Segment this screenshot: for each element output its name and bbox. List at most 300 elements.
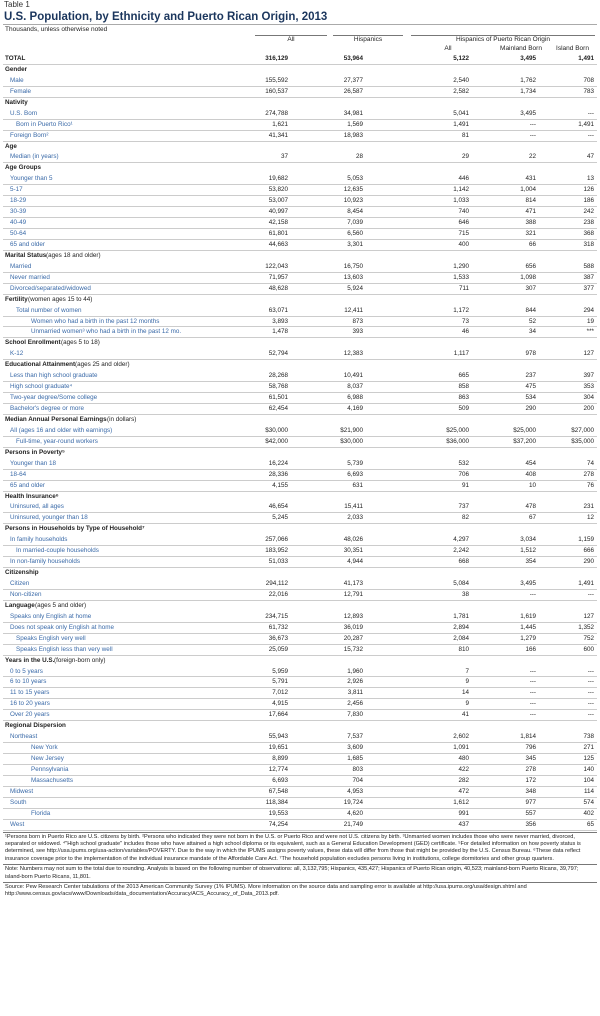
value-hispanics: 3,811: [347, 689, 363, 697]
column-subheader: [3, 44, 597, 54]
row-label: Language: [5, 601, 35, 609]
value-mainland: $37,200: [513, 437, 536, 445]
row-label: Unmarried women³ who had a birth in the past 12 mo.: [31, 328, 182, 336]
value-island: 278: [583, 470, 594, 478]
value-all: $42,000: [265, 437, 288, 445]
table-row: [3, 787, 597, 798]
row-label-note: (women ages 15 to 44): [28, 295, 93, 303]
value-all: 55,943: [268, 733, 288, 741]
value-mainland: 656: [525, 262, 536, 270]
value-island: 752: [583, 634, 594, 642]
section-header: [3, 163, 597, 174]
table-row: [3, 459, 597, 470]
row-label: 40-49: [10, 219, 27, 227]
value-all: 36,673: [268, 634, 288, 642]
value-pr-all: 422: [458, 765, 469, 773]
row-label-note: (ages 5 and older): [35, 601, 87, 609]
value-hispanics: 393: [352, 328, 363, 336]
value-all: 61,801: [268, 230, 288, 237]
row-label: Speaks English very well: [16, 634, 86, 642]
table-row: [3, 87, 597, 98]
column-group-header: [3, 34, 597, 44]
value-mainland: ---: [529, 700, 536, 708]
value-pr-all: 2,540: [453, 76, 469, 84]
value-hispanics: 7,039: [347, 219, 363, 227]
value-island: 738: [583, 733, 594, 741]
row-label: Does not speak only English at home: [10, 623, 114, 631]
row-label: West: [10, 820, 25, 828]
value-hispanics: 36,019: [343, 623, 363, 631]
value-all: 160,537: [265, 87, 288, 95]
value-mainland: 1,619: [520, 612, 536, 620]
row-label: Speaks only English at home: [10, 612, 92, 620]
value-mainland: ---: [529, 678, 536, 686]
value-mainland: 978: [525, 350, 536, 358]
value-island: $35,000: [571, 437, 594, 445]
value-hispanics: 3,301: [347, 240, 363, 248]
value-pr-all: 711: [458, 284, 469, 292]
value-hispanics: 28: [355, 153, 363, 161]
section-header: [3, 142, 597, 153]
value-pr-all: 1,142: [453, 186, 469, 194]
value-hispanics: 5,924: [347, 284, 363, 292]
value-all: 1,621: [272, 120, 288, 128]
row-divider: [3, 830, 597, 831]
value-mainland: 534: [525, 394, 536, 402]
value-mainland: 67: [528, 514, 536, 522]
value-island: 12: [586, 514, 594, 522]
value-all: 4,915: [272, 700, 288, 708]
row-label: 65 and older: [10, 240, 46, 248]
value-all: 61,501: [268, 394, 288, 402]
value-pr-all: 4,297: [453, 536, 469, 544]
value-all: 61,732: [268, 623, 288, 631]
value-island: 104: [583, 776, 594, 784]
value-island: ---: [587, 678, 594, 686]
value-hispanics: 12,383: [343, 350, 363, 358]
table-label: Table 1: [4, 0, 30, 9]
table-row: [3, 765, 597, 776]
value-mainland: 471: [525, 208, 536, 216]
value-pr-all: 73: [461, 317, 469, 325]
table-row: [3, 109, 597, 120]
row-label: 18-29: [10, 197, 27, 205]
source-note: Source: Pew Research Center tabulations of the 2013 American Community Survey (1% IPUMS). More information on the source data and sampling error is available at http://usa.ipums.org/usa/design.shtml and http://www.census.gov/acs/www/Downloads/data_documentation/Accuracy/ACS_Accuracy_of_Data_2013.pdf.: [3, 882, 597, 899]
table-row: [3, 513, 597, 524]
value-all: 5,791: [272, 678, 288, 686]
section-header: [3, 415, 597, 426]
table-row: [3, 634, 597, 645]
value-hispanics: 5,739: [347, 459, 363, 467]
footnotes: ¹Persons born in Puerto Rico are U.S. citizens by birth. ²Persons who indicated they were not born in the U.S. or Puerto Rico and were not U.S. citizens by birth. ³Unmarried women includes those who were never married, divorced, separated or widowed. ⁴"High school graduate" includes those who have attained a high school diploma or its equivalent, such as a General Education Development (GED) certificate. ⁵For detailed information on how poverty status is determined, see http://usa.ipums.org/usa-action/variables/POVERTY. Due to the way in which the IPUMS assigns poverty values, these data will differ from those that might be provided by the U.S. Census Bureau. ⁶These data reflect insurance coverage prior to the implementation of the individual insurance mandate of the Affordable Care Act. ⁷The household population excludes persons living in institutions, college dormitories and other group quarters.: [3, 832, 597, 864]
value-pr-all: 9: [465, 700, 469, 708]
value-all: 63,071: [268, 306, 288, 314]
value-hispanics: 48,026: [343, 536, 363, 544]
value-all: 44,663: [268, 240, 288, 248]
table-row: [3, 404, 597, 415]
row-label: All (ages 16 and older with earnings): [10, 426, 113, 434]
section-header: [3, 98, 597, 109]
value-mainland: 388: [525, 219, 536, 227]
table-row: [3, 820, 597, 831]
value-pr-all: 1,533: [453, 273, 469, 281]
row-label: Massachusetts: [31, 776, 73, 784]
value-mainland: 307: [525, 284, 536, 292]
table-row: [3, 699, 597, 710]
table-row: [3, 174, 597, 185]
column-header-mainland: Mainland Born: [500, 45, 542, 52]
value-pr-all: 1,781: [453, 612, 469, 620]
value-hispanics: 7,830: [347, 711, 363, 719]
row-label: South: [10, 798, 27, 806]
value-pr-all: 480: [458, 755, 469, 762]
table-row: [3, 218, 597, 229]
value-mainland: 844: [525, 306, 536, 314]
value-pr-all: 14: [461, 689, 469, 697]
value-mainland: 475: [525, 383, 536, 391]
row-label: Median (in years): [10, 153, 59, 161]
row-label-note: (ages 25 and older): [75, 361, 130, 369]
value-pr-all: 1,612: [453, 798, 469, 806]
value-pr-all: 446: [458, 175, 469, 183]
value-mainland: ---: [529, 131, 536, 139]
row-label: Age: [5, 142, 17, 150]
value-island: 353: [583, 383, 594, 391]
value-mainland: 814: [525, 197, 536, 205]
value-all: 37: [280, 153, 288, 161]
value-island: 304: [583, 394, 594, 402]
row-label: Pennsylvania: [31, 765, 69, 773]
table-row: [3, 196, 597, 207]
row-label: Never married: [10, 273, 50, 281]
row-label: 65 and older: [10, 481, 46, 489]
value-pr-all: 810: [458, 645, 469, 653]
section-header: [3, 251, 597, 262]
row-label: Two-year degree/Some college: [10, 394, 98, 402]
row-label: Women who had a birth in the past 12 months: [31, 317, 160, 325]
value-all: 40,997: [268, 208, 288, 216]
value-pr-all: 5,122: [453, 55, 469, 62]
value-mainland: 354: [525, 558, 536, 566]
value-island: 1,491: [578, 120, 594, 128]
table-row: [3, 317, 597, 328]
value-pr-all: 2,084: [453, 634, 469, 642]
table-row: [3, 754, 597, 765]
row-label: 18-64: [10, 470, 27, 478]
value-island: 600: [583, 645, 594, 653]
value-mainland: 52: [528, 317, 536, 325]
value-island: 318: [583, 240, 594, 248]
value-island: 666: [583, 547, 594, 555]
observations-note: Note: Numbers may not sum to the total due to rounding. Analysis is based on the following number of observations: all, 3,132,795; Hispanics, 435,427; Hispanics of Puerto Rican origin, 40,523; mainland-born Puerto Ricans, 39,797; island-born Puerto Ricans, 11,801.: [3, 864, 597, 881]
row-label: Educational Attainment: [5, 361, 76, 369]
value-mainland: 1,734: [520, 87, 536, 95]
value-island: 377: [583, 284, 594, 292]
value-all: 12,774: [268, 765, 288, 773]
value-hispanics: 12,635: [343, 186, 363, 194]
value-island: 271: [583, 744, 594, 752]
row-label: Over 20 years: [10, 711, 50, 719]
row-label: Non-citizen: [10, 590, 42, 598]
table-row: [3, 623, 597, 634]
table-row: [3, 612, 597, 623]
value-mainland: 237: [525, 372, 536, 380]
value-hispanics: 21,749: [343, 820, 363, 828]
value-pr-all: 29: [461, 153, 469, 161]
row-label: Health Insurance⁶: [5, 492, 59, 500]
value-pr-all: 858: [458, 383, 469, 391]
value-mainland: 1,004: [520, 186, 536, 194]
row-label: Florida: [31, 809, 51, 817]
value-all: 28,336: [268, 470, 288, 478]
value-hispanics: 4,620: [347, 809, 363, 817]
table-row: [3, 152, 597, 163]
value-pr-all: 1,033: [453, 197, 469, 205]
value-island: 708: [583, 76, 594, 84]
value-island: 574: [583, 798, 594, 806]
row-label: Male: [10, 76, 24, 84]
value-island: ---: [587, 667, 594, 675]
value-all: 294,112: [265, 580, 288, 587]
value-island: 125: [583, 755, 594, 762]
value-mainland: 166: [525, 645, 536, 653]
table-row: [3, 645, 597, 656]
row-label: Median Annual Personal Earnings: [5, 415, 107, 423]
value-pr-all: 5,041: [453, 109, 469, 117]
value-mainland: ---: [529, 689, 536, 697]
value-island: 397: [583, 372, 594, 380]
value-pr-all: 1,091: [453, 744, 469, 752]
table-row: [3, 798, 597, 809]
row-label: 0 to 5 years: [10, 667, 43, 675]
row-label: High school graduate⁴: [10, 383, 73, 391]
value-island: 1,491: [578, 55, 594, 62]
row-label: Regional Dispersion: [5, 722, 66, 730]
row-label: Midwest: [10, 787, 34, 795]
table-row: [3, 426, 597, 437]
value-island: 74: [586, 459, 594, 467]
value-hispanics: 16,750: [343, 262, 363, 270]
value-island: 186: [583, 197, 594, 205]
table-row: [3, 557, 597, 568]
table-row: [3, 207, 597, 218]
value-all: 41,341: [268, 131, 288, 139]
value-mainland: 1,512: [520, 547, 536, 555]
value-hispanics: 3,609: [347, 744, 363, 752]
row-label: Citizenship: [5, 569, 39, 577]
value-all: 17,664: [268, 711, 288, 719]
value-all: 1,478: [272, 328, 288, 336]
table-row: [3, 349, 597, 360]
row-label: Female: [10, 87, 31, 95]
value-hispanics: $30,000: [340, 437, 363, 445]
value-island: 114: [583, 787, 594, 795]
value-pr-all: $25,000: [446, 426, 469, 434]
value-pr-all: 2,242: [453, 547, 469, 555]
value-hispanics: 34,981: [343, 109, 363, 117]
value-all: 19,651: [268, 744, 288, 752]
value-hispanics: 19,724: [343, 798, 363, 806]
value-island: 402: [583, 809, 594, 817]
row-label-note: (foreign-born only): [54, 656, 106, 664]
value-all: 257,066: [265, 536, 288, 544]
row-label: Nativity: [5, 98, 28, 106]
value-hispanics: 15,732: [343, 645, 363, 653]
value-mainland: $25,000: [513, 426, 536, 434]
table-row: [3, 710, 597, 721]
value-pr-all: 2,894: [453, 623, 469, 631]
section-header: [3, 568, 597, 579]
value-hispanics: 803: [352, 765, 363, 773]
value-island: 1,491: [578, 580, 594, 587]
value-hispanics: 8,454: [347, 208, 363, 216]
value-all: 19,553: [268, 809, 288, 817]
value-all: 42,158: [268, 219, 288, 227]
value-mainland: 796: [525, 744, 536, 752]
value-all: 25,059: [268, 645, 288, 653]
value-island: ---: [587, 700, 594, 708]
row-label: Speaks English less than very well: [16, 645, 113, 653]
value-hispanics: 13,603: [343, 273, 363, 281]
value-island: 231: [583, 503, 594, 511]
value-hispanics: 4,169: [347, 405, 363, 412]
section-header: [3, 492, 597, 503]
value-all: 6,693: [272, 776, 288, 784]
row-label: Younger than 18: [10, 459, 56, 467]
value-all: 7,012: [272, 689, 288, 697]
value-mainland: 977: [525, 798, 536, 806]
value-all: 234,715: [265, 612, 288, 620]
value-mainland: 356: [525, 820, 536, 828]
table-row: [3, 120, 597, 131]
value-hispanics: 12,411: [344, 306, 363, 314]
value-pr-all: 7: [465, 667, 469, 675]
value-island: 387: [583, 273, 594, 281]
row-label-note: (ages 18 and older): [46, 251, 101, 259]
table-row: [3, 327, 597, 338]
row-label: Total number of women: [16, 306, 82, 314]
column-header-pr-all: All: [444, 45, 452, 52]
value-island: 242: [583, 208, 594, 216]
section-header: [3, 448, 597, 459]
row-label: K-12: [10, 350, 24, 358]
value-all: 74,254: [268, 820, 288, 828]
value-island: 65: [586, 820, 594, 828]
value-mainland: 3,495: [520, 580, 536, 587]
value-hispanics: 4,953: [347, 787, 363, 795]
value-all: 58,768: [268, 383, 288, 391]
value-all: 51,033: [268, 558, 288, 566]
value-pr-all: 737: [458, 503, 469, 511]
value-island: 294: [583, 306, 594, 314]
section-header: [3, 524, 597, 535]
row-label: In married-couple households: [16, 547, 99, 555]
value-hispanics: 4,944: [347, 558, 363, 566]
table-row: [3, 481, 597, 492]
row-label: Age Groups: [5, 164, 42, 172]
value-hispanics: 6,560: [347, 230, 363, 237]
value-pr-all: 46: [461, 328, 469, 336]
value-pr-all: 282: [458, 776, 469, 784]
value-island: 127: [583, 350, 594, 358]
value-all: $30,000: [265, 426, 288, 434]
value-mainland: ---: [529, 711, 536, 719]
value-hispanics: 18,983: [343, 131, 363, 139]
value-all: 5,959: [272, 667, 288, 675]
value-mainland: 345: [525, 755, 536, 762]
row-label: 6 to 10 years: [10, 678, 47, 686]
value-all: 16,224: [268, 459, 288, 467]
page-title: U.S. Population, by Ethnicity and Puerto Rican Origin, 2013: [3, 10, 597, 25]
row-label: Younger than 5: [10, 175, 53, 183]
table-row: [3, 273, 597, 284]
row-label: Citizen: [10, 580, 30, 587]
table-row: [3, 382, 597, 393]
value-hispanics: 12,791: [343, 590, 363, 598]
value-pr-all: 91: [461, 481, 469, 489]
value-pr-all: 5,084: [453, 580, 469, 587]
value-hispanics: 10,923: [343, 197, 363, 205]
value-pr-all: 2,602: [453, 733, 469, 741]
value-island: 19: [586, 317, 594, 325]
value-mainland: ---: [529, 120, 536, 128]
row-label: In non-family households: [10, 558, 81, 566]
table-row: [3, 306, 597, 317]
table-row: [3, 809, 597, 820]
value-pr-all: 706: [458, 470, 469, 478]
value-hispanics: 1,685: [347, 755, 363, 762]
value-pr-all: 863: [458, 394, 469, 402]
table-row: [3, 240, 597, 251]
row-label: 50-64: [10, 230, 27, 237]
row-label: Marital Status: [5, 251, 47, 259]
value-island: 126: [583, 186, 594, 194]
value-all: 53,007: [268, 197, 288, 205]
value-hispanics: 6,693: [347, 470, 363, 478]
value-all: 22,016: [268, 590, 288, 598]
value-mainland: 10: [528, 481, 536, 489]
value-island: 588: [583, 262, 594, 270]
value-pr-all: 1,117: [453, 350, 469, 358]
value-pr-all: 38: [461, 590, 469, 598]
row-label-note: (ages 5 to 18): [61, 339, 100, 347]
units-note: Thousands, unless otherwise noted: [5, 26, 108, 33]
value-island: ---: [587, 131, 594, 139]
value-hispanics: 8,037: [347, 383, 363, 391]
value-all: 67,548: [268, 787, 288, 795]
value-pr-all: 472: [458, 787, 469, 795]
row-label: Uninsured, younger than 18: [10, 514, 88, 522]
value-all: 118,384: [265, 798, 288, 806]
value-island: 140: [583, 765, 594, 773]
value-all: 4,155: [272, 481, 288, 489]
value-all: 5,245: [272, 514, 288, 522]
value-hispanics: 15,411: [344, 503, 363, 511]
value-island: 47: [586, 153, 594, 161]
value-pr-all: 400: [458, 240, 469, 248]
value-island: ---: [587, 711, 594, 719]
value-pr-all: 715: [458, 230, 469, 237]
value-island: 13: [586, 175, 594, 183]
section-header: [3, 721, 597, 732]
section-header: [3, 295, 597, 306]
value-island: 76: [586, 481, 594, 489]
value-all: 183,952: [265, 547, 288, 555]
row-label: Persons in Poverty⁵: [5, 448, 66, 456]
row-label: Gender: [5, 65, 28, 73]
column-header-hispanics: Hispanics: [333, 35, 403, 44]
value-mainland: 557: [525, 809, 536, 817]
